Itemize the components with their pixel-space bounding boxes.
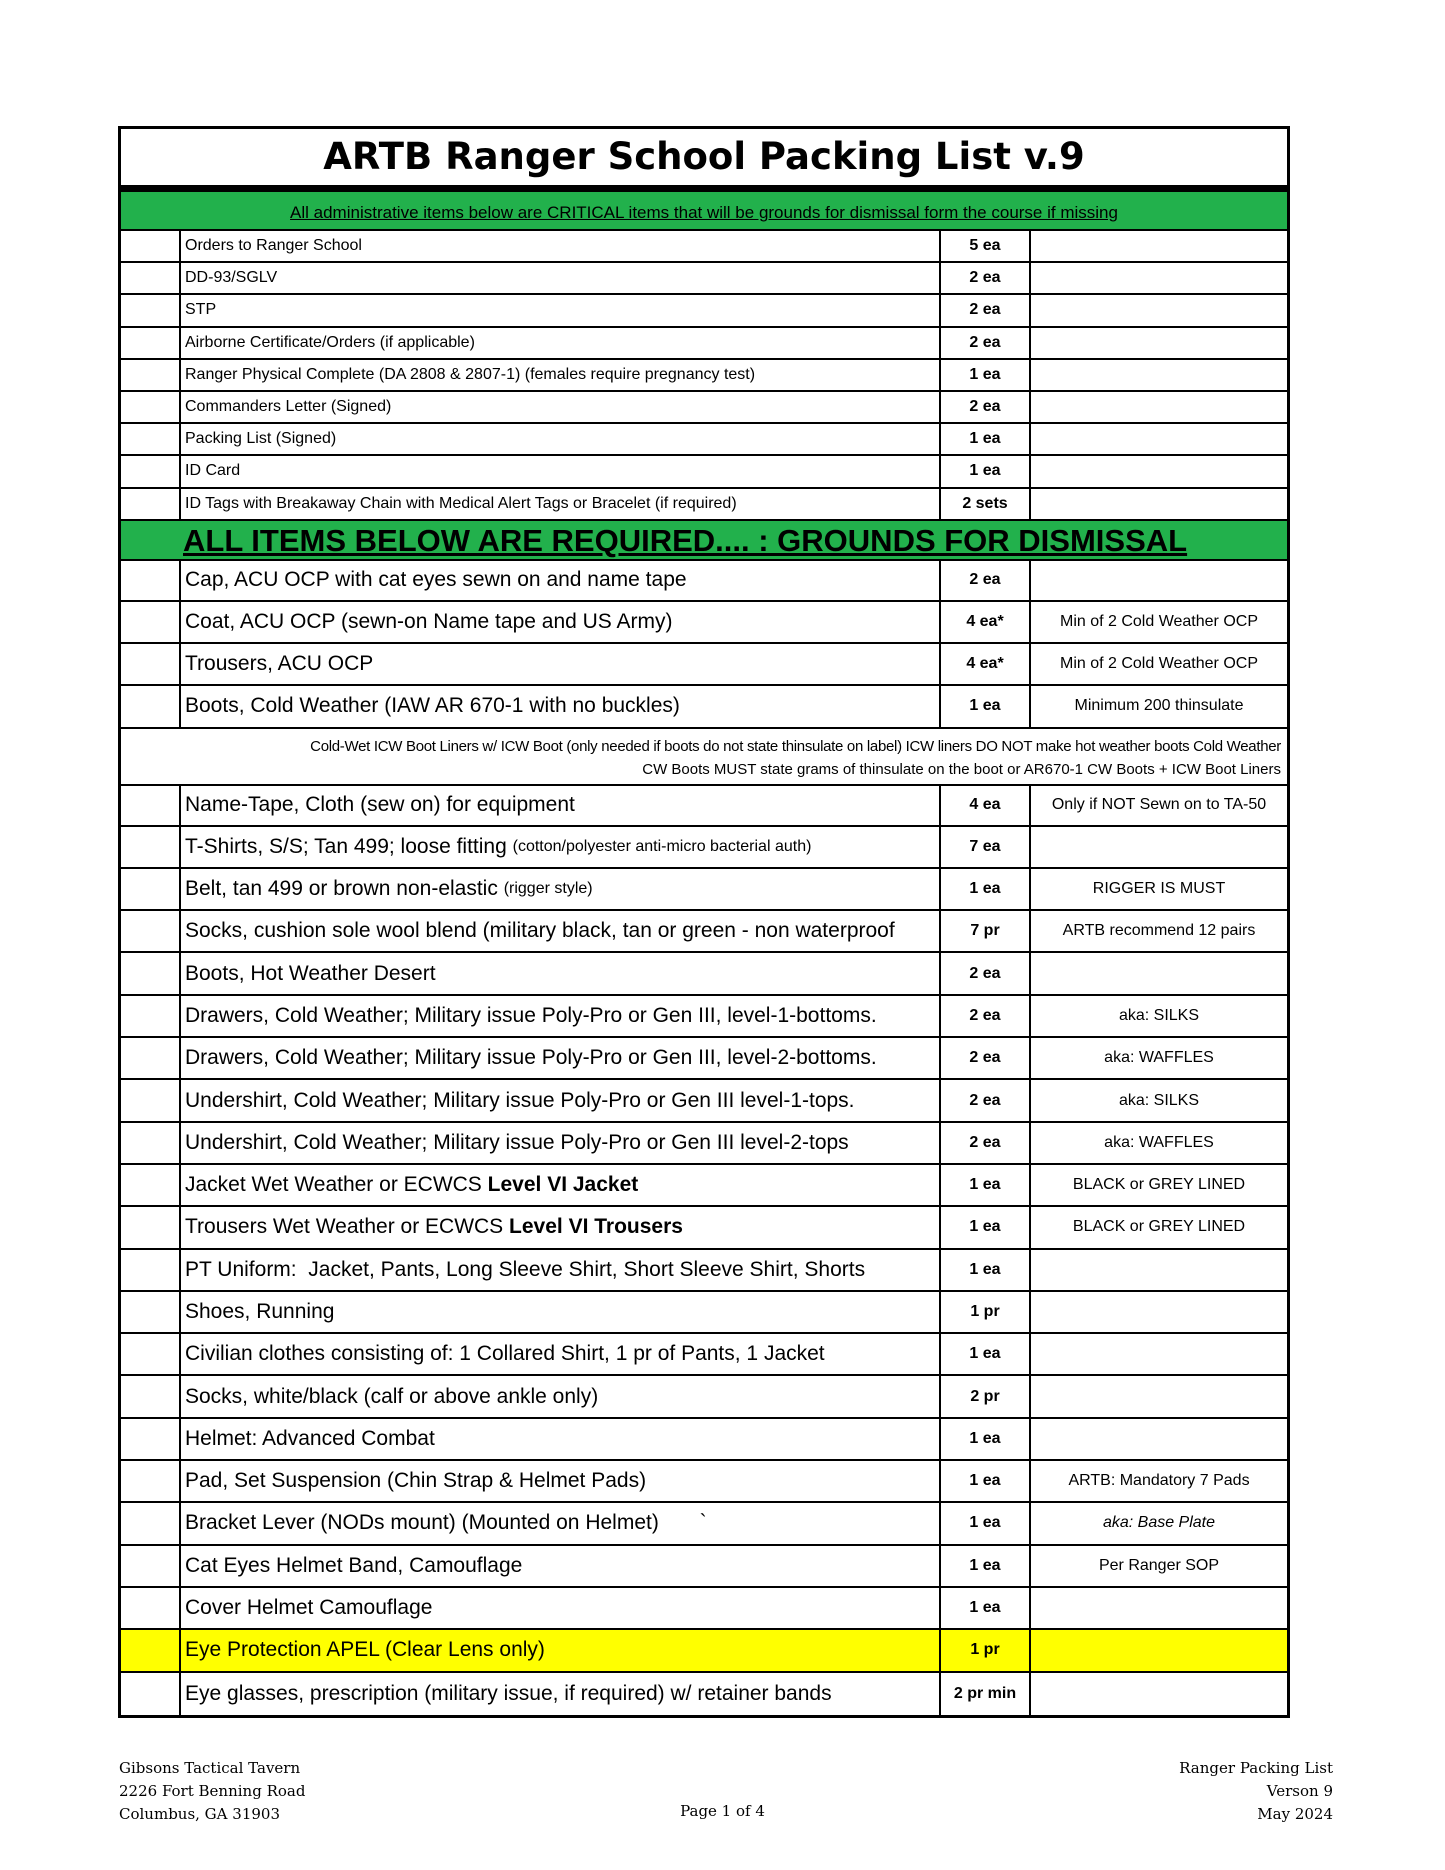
item-note	[1031, 1630, 1287, 1670]
item-quantity: 5 ea	[941, 231, 1031, 261]
item-name	[181, 561, 941, 600]
item-name	[181, 1588, 941, 1628]
item-note	[1031, 1588, 1287, 1628]
item-name	[181, 602, 941, 642]
check-cell	[121, 1165, 181, 1205]
item-note: aka: SILKS	[1118, 1006, 1200, 1024]
item-note	[1031, 231, 1287, 261]
item-name	[181, 1123, 941, 1163]
item-name	[181, 424, 941, 454]
check-cell	[121, 911, 181, 951]
item-name	[181, 1080, 941, 1120]
check-cell	[121, 686, 181, 726]
item-emphasis: Level VI Jacket	[487, 1173, 639, 1197]
item-quantity: 1 ea	[941, 1503, 1031, 1543]
item-name	[181, 1503, 941, 1543]
table-row	[121, 1546, 1287, 1588]
item-name	[181, 263, 941, 293]
table-row	[121, 996, 1287, 1038]
item-quantity: 1 ea	[941, 456, 1031, 486]
table-row	[121, 1292, 1287, 1334]
table-row	[121, 686, 1287, 728]
item-detail: (cotton/polyester anti-micro bacterial auth)	[512, 837, 812, 855]
item-label: Pad, Set Suspension (Chin Strap & Helmet Pads)	[185, 1469, 647, 1493]
item-note: aka: SILKS	[1118, 1091, 1200, 1109]
check-cell	[121, 602, 181, 642]
table-row	[121, 911, 1287, 953]
item-quantity: 1 pr	[941, 1292, 1031, 1332]
table-row	[121, 1461, 1287, 1503]
table-row	[121, 1588, 1287, 1630]
item-note	[1031, 1250, 1287, 1290]
table-row	[121, 602, 1287, 644]
check-cell	[121, 827, 181, 867]
item-label: ID Tags with Breakaway Chain with Medical Alert Tags or Bracelet (if required)	[185, 494, 737, 512]
item-label: Cap, ACU OCP with cat eyes sewn on and name tape	[185, 568, 687, 592]
item-label: Eye Protection APEL (Clear Lens only)	[185, 1638, 545, 1662]
item-name	[181, 1546, 941, 1586]
title-divider	[121, 185, 1287, 192]
check-cell	[121, 1546, 181, 1586]
check-cell	[121, 561, 181, 600]
item-name	[181, 1461, 941, 1501]
item-label: Ranger Physical Complete (DA 2808 & 2807-1) (females require pregnancy test)	[185, 365, 756, 383]
footer-city: Columbus, GA 31903	[119, 1805, 280, 1823]
item-label: Boots, Cold Weather (IAW AR 670-1 with no buckles)	[185, 694, 680, 718]
item-note: Only if NOT Sewn on to TA-50	[1051, 796, 1267, 814]
item-name	[181, 231, 941, 261]
footer-street: 2226 Fort Benning Road	[119, 1782, 306, 1800]
item-quantity: 2 ea	[941, 392, 1031, 422]
table-row	[121, 644, 1287, 686]
item-label: Boots, Hot Weather Desert	[185, 961, 436, 985]
required-banner: ALL ITEMS BELOW ARE REQUIRED.... : GROUNDS FOR DISMISSAL	[121, 521, 1287, 561]
item-label: Shoes, Running	[185, 1299, 335, 1323]
item-name	[181, 869, 941, 909]
item-quantity: 2 ea	[941, 295, 1031, 325]
packing-list-sheet	[118, 126, 1290, 1718]
item-quantity: 1 ea	[941, 1165, 1031, 1205]
table-row	[121, 489, 1287, 521]
admin-banner: All administrative items below are CRITICAL items that will be grounds for dismissal form the course if missing	[121, 192, 1287, 231]
item-note	[1031, 489, 1287, 519]
item-note	[1031, 827, 1287, 867]
item-note	[1031, 1376, 1287, 1416]
item-label: Cover Helmet Camouflage	[185, 1596, 433, 1620]
item-label: Undershirt, Cold Weather; Military issue Poly-Pro or Gen III level-1-tops.	[185, 1088, 855, 1112]
item-name	[181, 911, 941, 951]
check-cell	[121, 1503, 181, 1543]
table-row	[121, 231, 1287, 263]
table-row	[121, 1630, 1287, 1672]
item-note: Per Ranger SOP	[1098, 1556, 1220, 1574]
item-quantity: 1 ea	[941, 1546, 1031, 1586]
table-row	[121, 328, 1287, 360]
item-quantity: 2 ea	[941, 996, 1031, 1036]
item-label: Orders to Ranger School	[185, 237, 362, 255]
check-cell	[121, 328, 181, 358]
item-quantity: 4 ea	[941, 786, 1031, 825]
item-quantity: 2 pr	[941, 1376, 1031, 1416]
item-note: aka: Base Plate	[1102, 1514, 1216, 1532]
item-label: Undershirt, Cold Weather; Military issue Poly-Pro or Gen III level-2-tops	[185, 1130, 849, 1154]
table-row	[121, 1038, 1287, 1080]
item-quantity: 1 ea	[941, 1250, 1031, 1290]
item-quantity: 2 ea	[941, 263, 1031, 293]
table-row	[121, 953, 1287, 995]
item-note	[1031, 1419, 1287, 1459]
table-row	[121, 456, 1287, 488]
table-row	[121, 360, 1287, 392]
check-cell	[121, 1673, 181, 1715]
check-cell	[121, 1334, 181, 1374]
item-name	[181, 1292, 941, 1332]
item-quantity: 2 ea	[941, 1038, 1031, 1078]
item-note	[1031, 1673, 1287, 1715]
check-cell	[121, 424, 181, 454]
check-cell	[121, 1038, 181, 1078]
item-quantity: 2 ea	[941, 1080, 1031, 1120]
table-row	[121, 263, 1287, 295]
item-note	[1031, 456, 1287, 486]
item-label: ID Card	[185, 462, 241, 480]
item-label: Civilian clothes consisting of: 1 Collared Shirt, 1 pr of Pants, 1 Jacket	[185, 1342, 825, 1366]
boot-note-line-2: CW Boots MUST state grams of thinsulate on the boot or AR670-1 CW Boots + ICW Boot Liners	[642, 760, 1281, 778]
check-cell	[121, 1250, 181, 1290]
check-cell	[121, 786, 181, 825]
item-quantity: 1 ea	[941, 1334, 1031, 1374]
boot-liner-note	[121, 729, 1287, 786]
check-cell	[121, 1376, 181, 1416]
check-cell	[121, 1292, 181, 1332]
item-quantity: 7 ea	[941, 827, 1031, 867]
check-cell	[121, 489, 181, 519]
item-label: Name-Tape, Cloth (sew on) for equipment	[185, 793, 575, 817]
item-name	[181, 489, 941, 519]
table-row	[121, 1419, 1287, 1461]
check-cell	[121, 392, 181, 422]
table-row	[121, 1123, 1287, 1165]
item-name	[181, 996, 941, 1036]
item-quantity: 2 pr min	[941, 1673, 1031, 1715]
item-name	[181, 328, 941, 358]
item-note: ARTB: Mandatory 7 Pads	[1068, 1472, 1250, 1490]
check-cell	[121, 1588, 181, 1628]
item-name	[181, 1419, 941, 1459]
item-quantity: 1 ea	[941, 1207, 1031, 1247]
item-label: T-Shirts, S/S; Tan 499; loose fitting	[185, 834, 513, 858]
check-cell	[121, 1461, 181, 1501]
footer-doc-info	[1179, 1757, 1333, 1826]
item-label: Helmet: Advanced Combat	[185, 1426, 435, 1450]
table-row	[121, 1673, 1287, 1715]
item-quantity: 2 ea	[941, 1123, 1031, 1163]
required-items-table-b	[121, 786, 1287, 1715]
check-cell	[121, 231, 181, 261]
item-label: Trousers, ACU OCP	[185, 652, 374, 676]
table-row	[121, 295, 1287, 327]
item-quantity: 2 ea	[941, 328, 1031, 358]
item-name	[181, 1376, 941, 1416]
item-quantity: 1 ea	[941, 1461, 1031, 1501]
check-cell	[121, 953, 181, 993]
table-row	[121, 1207, 1287, 1249]
item-emphasis: Level VI Trousers	[509, 1215, 683, 1239]
item-name	[181, 644, 941, 684]
item-note: Min of 2 Cold Weather OCP	[1059, 655, 1258, 673]
item-label: Belt, tan 499 or brown non-elastic	[185, 877, 504, 901]
table-row	[121, 1250, 1287, 1292]
item-name	[181, 295, 941, 325]
table-row	[121, 786, 1287, 827]
item-label: Airborne Certificate/Orders (if applicable)	[185, 333, 475, 351]
check-cell	[121, 1630, 181, 1670]
item-name	[181, 1673, 941, 1715]
item-label: Bracket Lever (NODs mount) (Mounted on Helmet) `	[185, 1511, 707, 1535]
item-name	[181, 786, 941, 825]
item-label: Cat Eyes Helmet Band, Camouflage	[185, 1553, 523, 1577]
page-title: ARTB Ranger School Packing List v.9	[323, 135, 1085, 178]
item-note	[1031, 295, 1287, 325]
item-name	[181, 1250, 941, 1290]
check-cell	[121, 644, 181, 684]
item-note: Min of 2 Cold Weather OCP	[1059, 612, 1258, 630]
item-label: Jacket Wet Weather or ECWCS	[185, 1173, 488, 1197]
item-quantity: 7 pr	[941, 911, 1031, 951]
table-row	[121, 1334, 1287, 1376]
check-cell	[121, 1080, 181, 1120]
item-note	[1031, 360, 1287, 390]
item-note: aka: WAFFLES	[1104, 1133, 1214, 1151]
check-cell	[121, 1419, 181, 1459]
check-cell	[121, 360, 181, 390]
footer-doc-title: Ranger Packing List	[1179, 1759, 1333, 1777]
item-label: Socks, white/black (calf or above ankle only)	[185, 1384, 599, 1408]
item-note: aka: WAFFLES	[1104, 1049, 1214, 1067]
item-quantity: 2 ea	[941, 561, 1031, 600]
check-cell	[121, 295, 181, 325]
table-row	[121, 1503, 1287, 1545]
table-row	[121, 1080, 1287, 1122]
item-detail: (rigger style)	[503, 880, 593, 898]
item-quantity: 2 ea	[941, 953, 1031, 993]
item-label: PT Uniform: Jacket, Pants, Long Sleeve Shirt, Short Sleeve Shirt, Shorts	[185, 1257, 866, 1281]
item-note: BLACK or GREY LINED	[1072, 1218, 1246, 1236]
item-label: STP	[185, 301, 217, 319]
item-note	[1031, 392, 1287, 422]
footer-version: Verson 9	[1266, 1782, 1333, 1800]
item-quantity: 1 ea	[941, 686, 1031, 726]
item-note	[1031, 953, 1287, 993]
item-note: Minimum 200 thinsulate	[1074, 697, 1244, 715]
item-label: Drawers, Cold Weather; Military issue Poly-Pro or Gen III, level-2-bottoms.	[185, 1046, 877, 1070]
admin-items-table	[121, 231, 1287, 521]
check-cell	[121, 263, 181, 293]
item-quantity: 1 ea	[941, 869, 1031, 909]
item-name	[181, 1207, 941, 1247]
item-label: Socks, cushion sole wool blend (military black, tan or green - non waterproof	[185, 919, 895, 943]
item-quantity: 1 ea	[941, 1588, 1031, 1628]
item-label: DD-93/SGLV	[185, 269, 278, 287]
table-row	[121, 392, 1287, 424]
boot-note-line-1: Cold-Wet ICW Boot Liners w/ ICW Boot (only needed if boots do not state thinsulate on label) ICW liners DO NOT make hot weather boots Cold Weather	[310, 737, 1281, 755]
item-name	[181, 1165, 941, 1205]
item-note	[1031, 328, 1287, 358]
item-quantity: 4 ea*	[941, 644, 1031, 684]
item-name	[181, 1334, 941, 1374]
item-note	[1031, 561, 1287, 600]
table-row	[121, 869, 1287, 911]
item-note: BLACK or GREY LINED	[1072, 1176, 1246, 1194]
footer-date: May 2024	[1257, 1805, 1333, 1823]
item-label: Packing List (Signed)	[185, 430, 337, 448]
item-name	[181, 827, 941, 867]
table-row	[121, 561, 1287, 602]
item-label: Coat, ACU OCP (sewn-on Name tape and US Army)	[185, 609, 673, 633]
item-label: Drawers, Cold Weather; Military issue Poly-Pro or Gen III, level-1-bottoms.	[185, 1003, 877, 1027]
table-row	[121, 827, 1287, 869]
item-label: Trousers Wet Weather or ECWCS	[185, 1215, 510, 1239]
table-row	[121, 424, 1287, 456]
item-name	[181, 1038, 941, 1078]
check-cell	[121, 996, 181, 1036]
item-name	[181, 686, 941, 726]
item-label: Commanders Letter (Signed)	[185, 398, 392, 416]
item-quantity: 1 ea	[941, 424, 1031, 454]
item-name	[181, 1630, 941, 1670]
item-quantity: 4 ea*	[941, 602, 1031, 642]
footer-company: Gibsons Tactical Tavern	[119, 1759, 301, 1777]
item-note	[1031, 424, 1287, 454]
item-name	[181, 456, 941, 486]
item-label: Eye glasses, prescription (military issue, if required) w/ retainer bands	[185, 1681, 832, 1705]
item-name	[181, 392, 941, 422]
footer-page-number: Page 1 of 4	[680, 1802, 765, 1820]
check-cell	[121, 869, 181, 909]
table-row	[121, 1165, 1287, 1207]
item-quantity: 1 ea	[941, 360, 1031, 390]
required-items-table-a	[121, 561, 1287, 729]
item-name	[181, 360, 941, 390]
check-cell	[121, 1207, 181, 1247]
item-note: ARTB recommend 12 pairs	[1062, 922, 1256, 940]
item-quantity: 1 ea	[941, 1419, 1031, 1459]
item-quantity: 1 pr	[941, 1630, 1031, 1670]
check-cell	[121, 1123, 181, 1163]
item-note	[1031, 263, 1287, 293]
item-quantity: 2 sets	[941, 489, 1031, 519]
item-name	[181, 953, 941, 993]
item-note	[1031, 1334, 1287, 1374]
table-row	[121, 1376, 1287, 1418]
item-note	[1031, 1292, 1287, 1332]
check-cell	[121, 456, 181, 486]
item-note: RIGGER IS MUST	[1092, 880, 1226, 898]
